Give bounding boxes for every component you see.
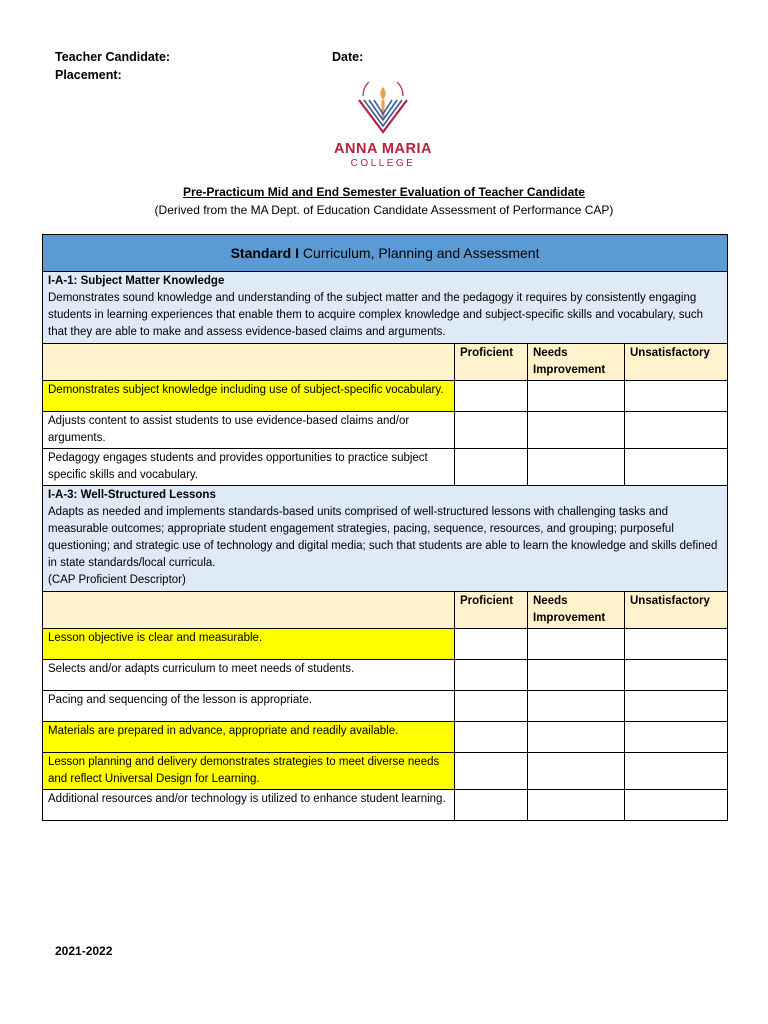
college-logo — [331, 82, 435, 178]
unsatisfactory-cell[interactable] — [625, 722, 728, 753]
criterion-item: Demonstrates subject knowledge including use of subject-specific vocabulary. — [43, 381, 455, 412]
section-description — [43, 486, 728, 592]
proficient-cell[interactable] — [455, 629, 528, 660]
proficient-cell[interactable] — [455, 691, 528, 722]
col-needs-improvement: Needs Improvement — [528, 592, 625, 629]
college-sub: COLLEGE — [350, 158, 416, 169]
criterion-item: Selects and/or adapts curriculum to meet needs of students. — [43, 660, 455, 691]
standard-header — [43, 235, 728, 272]
section-text: Demonstrates sound knowledge and understanding of the subject matter and the pedagogy it requires by consistently engaging students in learning experiences that enable them to acquire complex knowledge and subject-specific skills and vocabulary, such that they are able to make and assess evidence-based claims and arguments. — [48, 292, 704, 338]
needs-improvement-cell[interactable] — [528, 449, 625, 486]
page-title: Pre-Practicum Mid and End Semester Evaluation of Teacher Candidate — [183, 185, 585, 199]
criterion-item: Lesson objective is clear and measurable. — [43, 629, 455, 660]
needs-improvement-cell[interactable] — [528, 660, 625, 691]
section-text: Adapts as needed and implements standards-based units comprised of well-structured lessons with challenging tasks and measurable outcomes; appropriate student engagement strategies, pacing, sequence, resources, and grouping; purposeful questioning; and strategic use of technology and digital media; such that students are able to learn the knowledge and skills defined in state standards/local curricula. — [48, 506, 718, 569]
placement-label: Placement: — [55, 68, 122, 82]
rating-header-blank — [43, 344, 455, 381]
needs-improvement-cell[interactable] — [528, 691, 625, 722]
rating-header-blank — [43, 592, 455, 629]
col-proficient: Proficient — [455, 592, 528, 629]
proficient-cell[interactable] — [455, 753, 528, 790]
footer-year: 2021-2022 — [55, 944, 113, 958]
unsatisfactory-cell[interactable] — [625, 691, 728, 722]
col-unsatisfactory: Unsatisfactory — [625, 344, 728, 381]
unsatisfactory-cell[interactable] — [625, 753, 728, 790]
proficient-cell[interactable] — [455, 722, 528, 753]
date-label: Date: — [332, 50, 364, 64]
criterion-item: Materials are prepared in advance, appropriate and readily available. — [43, 722, 455, 753]
unsatisfactory-cell[interactable] — [625, 790, 728, 821]
section-description — [43, 272, 728, 344]
criterion-item: Adjusts content to assist students to use evidence-based claims and/or arguments. — [43, 412, 455, 449]
college-name: ANNA MARIA — [334, 141, 432, 157]
teacher-candidate-label: Teacher Candidate: — [55, 50, 171, 64]
needs-improvement-cell[interactable] — [528, 790, 625, 821]
torch-book-icon — [355, 82, 411, 140]
standard-label: Standard I — [230, 244, 300, 261]
needs-improvement-cell[interactable] — [528, 412, 625, 449]
unsatisfactory-cell[interactable] — [625, 629, 728, 660]
section-title: I-A-3: Well-Structured Lessons — [48, 489, 216, 501]
criterion-item: Lesson planning and delivery demonstrates strategies to meet diverse needs and reflect Universal Design for Learning. — [43, 753, 455, 790]
section-note: (CAP Proficient Descriptor) — [48, 574, 186, 586]
proficient-cell[interactable] — [455, 660, 528, 691]
needs-improvement-cell[interactable] — [528, 629, 625, 660]
needs-improvement-cell[interactable] — [528, 753, 625, 790]
unsatisfactory-cell[interactable] — [625, 381, 728, 412]
unsatisfactory-cell[interactable] — [625, 449, 728, 486]
criterion-item: Pacing and sequencing of the lesson is appropriate. — [43, 691, 455, 722]
criterion-item: Additional resources and/or technology is utilized to enhance student learning. — [43, 790, 455, 821]
needs-improvement-cell[interactable] — [528, 722, 625, 753]
col-proficient: Proficient — [455, 344, 528, 381]
proficient-cell[interactable] — [455, 790, 528, 821]
page-subtitle: (Derived from the MA Dept. of Education Candidate Assessment of Performance CAP) — [154, 203, 614, 217]
section-title: I-A-1: Subject Matter Knowledge — [48, 275, 225, 287]
standard-name: Curriculum, Planning and Assessment — [299, 244, 540, 261]
needs-improvement-cell[interactable] — [528, 381, 625, 412]
unsatisfactory-cell[interactable] — [625, 412, 728, 449]
col-needs-improvement: Needs Improvement — [528, 344, 625, 381]
col-unsatisfactory: Unsatisfactory — [625, 592, 728, 629]
criterion-item: Pedagogy engages students and provides opportunities to practice subject specific skills and vocabulary. — [43, 449, 455, 486]
proficient-cell[interactable] — [455, 412, 528, 449]
unsatisfactory-cell[interactable] — [625, 660, 728, 691]
evaluation-table — [42, 234, 728, 821]
proficient-cell[interactable] — [455, 449, 528, 486]
proficient-cell[interactable] — [455, 381, 528, 412]
